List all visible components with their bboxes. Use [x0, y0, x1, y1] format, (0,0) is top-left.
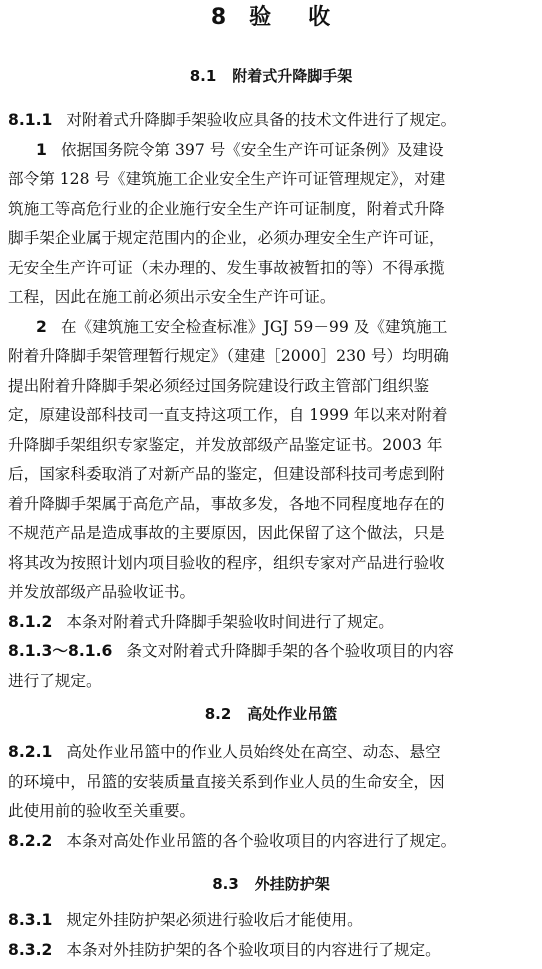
clause-number: 8.1.2	[8, 612, 53, 631]
clause-number: 8.3.1	[8, 911, 53, 929]
paragraph-line: 依据国务院令第 397 号《安全生产许可证条例》及建设	[60, 140, 444, 159]
clause-8-2-2	[8, 827, 536, 857]
clause-text: 本条对高处作业吊篮的各个验收项目的内容进行了规定。	[66, 831, 457, 850]
clause-text: 高处作业吊篮中的作业人员始终处在高空、动态、悬空	[66, 743, 441, 761]
paragraph-line: 并发放部级产品验收证书。	[8, 583, 196, 601]
clause-number: 8.2.1	[8, 743, 53, 761]
section-body-8-3	[8, 906, 536, 965]
section-body-8-1	[8, 106, 536, 696]
paragraph-line: 在《建筑施工安全检查标准》JGJ 59－99 及《建筑施工	[60, 317, 448, 336]
paragraph-line: 部令第 128 号《建筑施工企业安全生产许可证管理规定》，对建	[8, 170, 446, 188]
paragraph-line: 升降脚手架组织专家鉴定，并发放部级产品鉴定证书。2003 年	[8, 435, 443, 454]
paragraph-line: 将其改为按照计划内项目验收的程序，组织专家对产品进行验收	[8, 553, 445, 572]
section-title: 高处作业吊篮	[247, 705, 338, 723]
clause-8-3-1	[8, 906, 536, 936]
clause-text: 对附着式升降脚手架验收应具备的技术文件进行了规定。	[66, 111, 457, 129]
paragraph-line: 不规范产品是造成事故的主要原因，因此保留了这个做法，只是	[8, 524, 445, 542]
paragraph-line: 后，国家科委取消了对新产品的鉴定，但建设部科技司考虑到附	[8, 465, 445, 483]
section-heading-8-2	[0, 704, 542, 724]
section-title: 附着式升降脚手架	[232, 67, 353, 85]
clause-text: 本条对外挂防护架的各个验收项目的内容进行了规定。	[66, 940, 441, 959]
item-number: 1	[36, 140, 47, 159]
paragraph-line: 此使用前的验收至关重要。	[8, 802, 196, 820]
paragraph-line: 附着升降脚手架管理暂行规定》（建建［2000］230 号）均明确	[8, 347, 449, 365]
chapter-number: 8	[210, 5, 228, 30]
paragraph-line: 脚手架企业属于规定范围内的企业，必须办理安全生产许可证，	[8, 229, 445, 247]
chapter-title-char-2: 收	[308, 5, 332, 30]
paragraph-line: 进行了规定。	[8, 671, 102, 690]
paragraph-line: 无安全生产许可证（未办理的、发生事故被暂扣的等）不得承揽	[8, 258, 445, 277]
clause-number: 8.3.2	[8, 940, 53, 959]
section-title: 外挂防护架	[254, 875, 330, 893]
clause-number: 8.1.1	[8, 111, 53, 129]
clause-8-1-2	[8, 608, 536, 638]
paragraph-line: 着升降脚手架属于高危产品，事故多发，各地不同程度地存在的	[8, 494, 445, 513]
paragraph-line: 的环境中，吊篮的安装质量直接关系到作业人员的生命安全，因	[8, 772, 445, 791]
clause-8-1-1	[8, 106, 536, 136]
clause-text: 本条对附着式升降脚手架验收时间进行了规定。	[66, 612, 394, 631]
item-1-line	[8, 136, 536, 166]
clause-8-3-2	[8, 936, 536, 966]
paragraph-line: 工程，因此在施工前必须出示安全生产许可证。	[8, 288, 336, 306]
clause-text: 规定外挂防护架必须进行验收后才能使用。	[66, 911, 363, 929]
clause-number: 8.2.2	[8, 831, 53, 850]
paragraph-line: 提出附着升降脚手架必须经过国务院建设行政主管部门组织鉴	[8, 376, 430, 395]
section-number: 8.1	[189, 67, 217, 85]
clause-text: 条文对附着式升降脚手架的各个验收项目的内容	[126, 642, 454, 660]
clause-number: 8.1.3～8.1.6	[8, 642, 113, 660]
paragraph-line: 定，原建设部科技司一直支持这项工作，自 1999 年以来对附着	[8, 406, 448, 424]
chapter-title	[0, 4, 542, 32]
item-2-line	[8, 313, 536, 343]
item-number: 2	[36, 317, 47, 336]
section-heading-8-3	[0, 874, 542, 894]
section-number: 8.2	[204, 705, 232, 723]
clause-8-1-3-to-8-1-6	[8, 637, 536, 667]
section-number: 8.3	[212, 875, 239, 893]
section-body-8-2	[8, 738, 536, 856]
clause-8-2-1	[8, 738, 536, 768]
chapter-title-char-1: 验	[249, 5, 273, 30]
paragraph-line: 筑施工等高危行业的企业施行安全生产许可证制度，附着式升降	[8, 199, 445, 218]
section-heading-8-1	[0, 66, 542, 86]
